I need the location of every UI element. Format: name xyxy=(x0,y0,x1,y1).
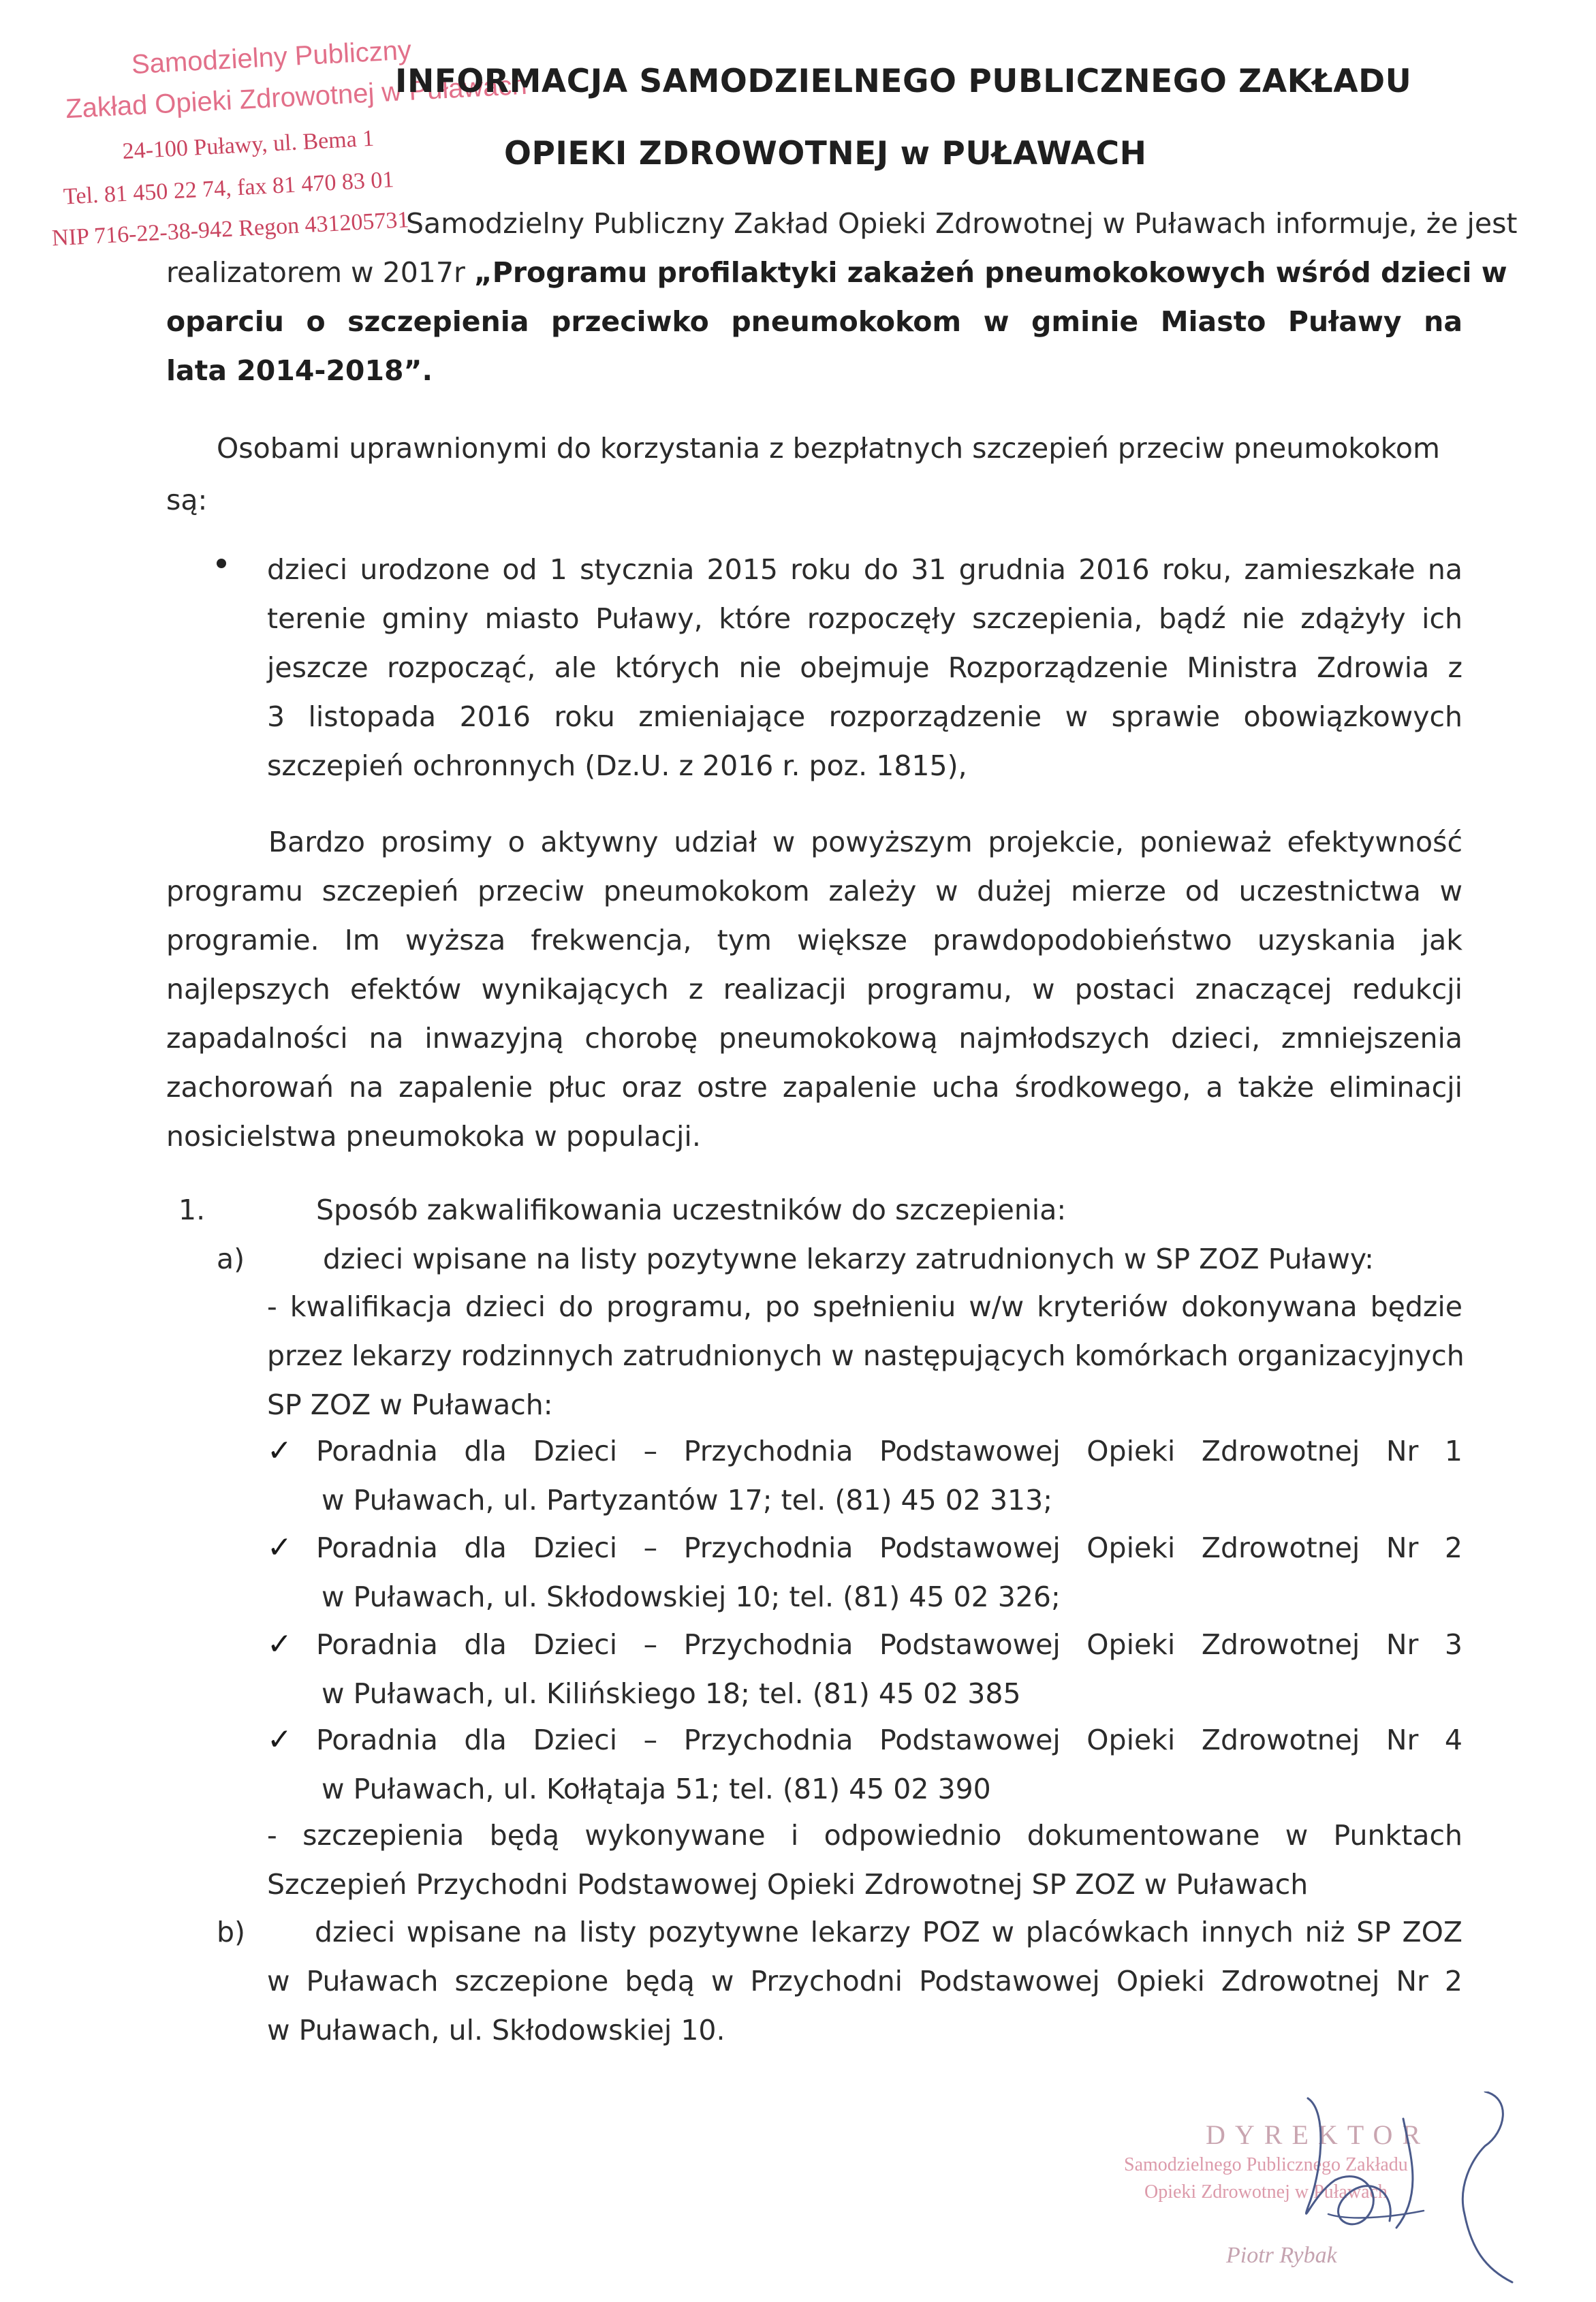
clinic-address: w Puławach, ul. Kilińskiego 18; tel. (81) 45 02 385 xyxy=(322,1677,1021,1710)
program-name-line: oparciu o szczepienia przeciwko pneumokokom w gminie Miasto Puławy na xyxy=(166,305,1462,338)
bullet-item xyxy=(267,545,1462,790)
stamp-line: NIP 716-22-38-942 Regon 431205731 xyxy=(51,207,410,251)
text-line: SP ZOZ w Puławach: xyxy=(267,1388,553,1421)
stamp-line: Opieki Zdrowotnej w Puławach xyxy=(1144,2181,1388,2203)
text-line: - kwalifikacja dzieci do programu, po spełnieniu w/w kryteriów dokonywana będzie xyxy=(267,1290,1462,1323)
stamp-line: 24-100 Puławy, ul. Bema 1 xyxy=(121,125,375,164)
text-line: - szczepienia będą wykonywane i odpowiednio dokumentowane w Punktach xyxy=(267,1819,1462,1852)
bullet-icon xyxy=(217,559,226,568)
text-line: Szczepień Przychodni Podstawowej Opieki Zdrowotnej SP ZOZ w Puławach xyxy=(267,1868,1309,1901)
check-icon: ✓ xyxy=(267,1530,292,1565)
clinic-address: w Puławach, ul. Skłodowskiej 10; tel. (81) 45 02 326; xyxy=(322,1581,1061,1613)
section-number: 1. xyxy=(178,1194,206,1226)
stamp-line: Tel. 81 450 22 74, fax 81 470 83 01 xyxy=(63,167,395,210)
director-signature-stamp xyxy=(1104,2091,1580,2296)
appeal-paragraph xyxy=(166,818,1462,1161)
text-line: w Puławach, ul. Skłodowskiej 10. xyxy=(267,2014,725,2047)
subsection-a-label: a) xyxy=(217,1243,245,1275)
text-line: Bardzo prosimy o aktywny udział w powyższym projekcie, ponieważ efektywność xyxy=(268,826,1462,858)
intro-paragraph xyxy=(166,199,1518,395)
subsection-b-text xyxy=(267,1908,1462,2055)
text-line: zapadalności na inwazyjną chorobę pneumokokową najmłodszych dzieci, zmniejszenia xyxy=(166,1022,1462,1055)
handwritten-signature-icon xyxy=(1104,2091,1580,2296)
subsection-b-label: b) xyxy=(217,1916,246,1948)
text-line: programie. Im wyższa frekwencja, tym większe prawdopodobieństwo uzyskania jak xyxy=(166,924,1462,956)
section-title: Sposób zakwalifikowania uczestników do szczepienia: xyxy=(316,1194,1067,1226)
program-name-line: lata 2014-2018”. xyxy=(166,354,433,387)
subsection-a-title: dzieci wpisane na listy pozytywne lekarzy zatrudnionych w SP ZOZ Puławy: xyxy=(323,1243,1374,1275)
program-name: „Programu profilaktyki zakażeń pneumokokowych wśród dzieci w xyxy=(473,256,1507,289)
stamp-line: Samodzielny Publiczny xyxy=(130,35,412,80)
clinic-item xyxy=(267,1523,1462,1621)
eligible-heading: Osobami uprawnionymi do korzystania z bezpłatnych szczepień przeciw pneumokokom xyxy=(217,432,1440,465)
check-icon: ✓ xyxy=(267,1722,292,1757)
clinic-name: Poradnia dla Dzieci – Przychodnia Podstawowej Opieki Zdrowotnej Nr 2 xyxy=(316,1531,1462,1564)
text-line: Samodzielny Publiczny Zakład Opieki Zdrowotnej w Puławach informuje, że jest xyxy=(406,207,1518,240)
text-line xyxy=(166,248,1507,297)
text-line: w Puławach szczepione będą w Przychodni Podstawowej Opieki Zdrowotnej Nr 2 xyxy=(267,1965,1462,1997)
text-line: programu szczepień przeciw pneumokokom zależy w dużej mierze od uczestnictwa w xyxy=(166,875,1462,907)
text-line: szczepień ochronnych (Dz.U. z 2016 r. poz. 1815), xyxy=(267,749,967,782)
stamp-name: Piotr Rybak xyxy=(1226,2243,1337,2268)
document-title-line1: INFORMACJA SAMODZIELNEGO PUBLICZNEGO ZAKŁADU xyxy=(395,63,1412,100)
clinic-item xyxy=(267,1715,1462,1814)
qualification-text xyxy=(267,1282,1465,1429)
stamp-title: DYREKTOR xyxy=(1206,2119,1430,2150)
clinic-item xyxy=(267,1427,1462,1525)
clinic-name: Poradnia dla Dzieci – Przychodnia Podstawowej Opieki Zdrowotnej Nr 3 xyxy=(316,1628,1462,1661)
check-icon: ✓ xyxy=(267,1627,292,1662)
clinic-item xyxy=(267,1620,1462,1718)
text-line: zachorowań na zapalenie płuc oraz ostre zapalenie ucha środkowego, a także eliminacji xyxy=(166,1071,1462,1104)
text-line: 3 listopada 2016 roku zmieniające rozporządzenie w sprawie obowiązkowych xyxy=(267,700,1462,733)
document-title-line2: OPIEKI ZDROWOTNEJ w PUŁAWACH xyxy=(504,135,1147,172)
text-line: jeszcze rozpocząć, ale których nie obejmuje Rozporządzenie Ministra Zdrowia z xyxy=(267,651,1462,684)
stamp-line: Samodzielnego Publicznego Zakładu xyxy=(1124,2154,1408,2175)
clinic-name: Poradnia dla Dzieci – Przychodnia Podstawowej Opieki Zdrowotnej Nr 4 xyxy=(316,1724,1462,1756)
check-icon: ✓ xyxy=(267,1433,292,1468)
text-line: nosicielstwa pneumokoka w populacji. xyxy=(166,1120,701,1153)
text-line: dzieci urodzone od 1 stycznia 2015 roku do 31 grudnia 2016 roku, zamieszkałe na xyxy=(267,553,1462,586)
documentation-note xyxy=(267,1811,1462,1909)
text-line: najlepszych efektów wynikających z realizacji programu, w postaci znaczącej redukcji xyxy=(166,973,1462,1006)
clinic-name: Poradnia dla Dzieci – Przychodnia Podstawowej Opieki Zdrowotnej Nr 1 xyxy=(316,1435,1462,1467)
clinic-address: w Puławach, ul. Partyzantów 17; tel. (81) 45 02 313; xyxy=(322,1484,1053,1516)
eligible-heading-cont: są: xyxy=(166,484,208,516)
text-line: terenie gminy miasto Puławy, które rozpoczęły szczepienia, bądź nie zdążyły ich xyxy=(267,602,1462,635)
clinic-address: w Puławach, ul. Kołłątaja 51; tel. (81) 45 02 390 xyxy=(322,1773,991,1805)
text-span: realizatorem w 2017r xyxy=(166,256,474,289)
stamp-line: Zakład Opieki Zdrowotnej w Puławach xyxy=(65,69,528,125)
text-line: przez lekarzy rodzinnych zatrudnionych w następujących komórkach organizacyjnych xyxy=(267,1339,1465,1372)
text-line: dzieci wpisane na listy pozytywne lekarzy POZ w placówkach innych niż SP ZOZ xyxy=(315,1916,1462,1948)
